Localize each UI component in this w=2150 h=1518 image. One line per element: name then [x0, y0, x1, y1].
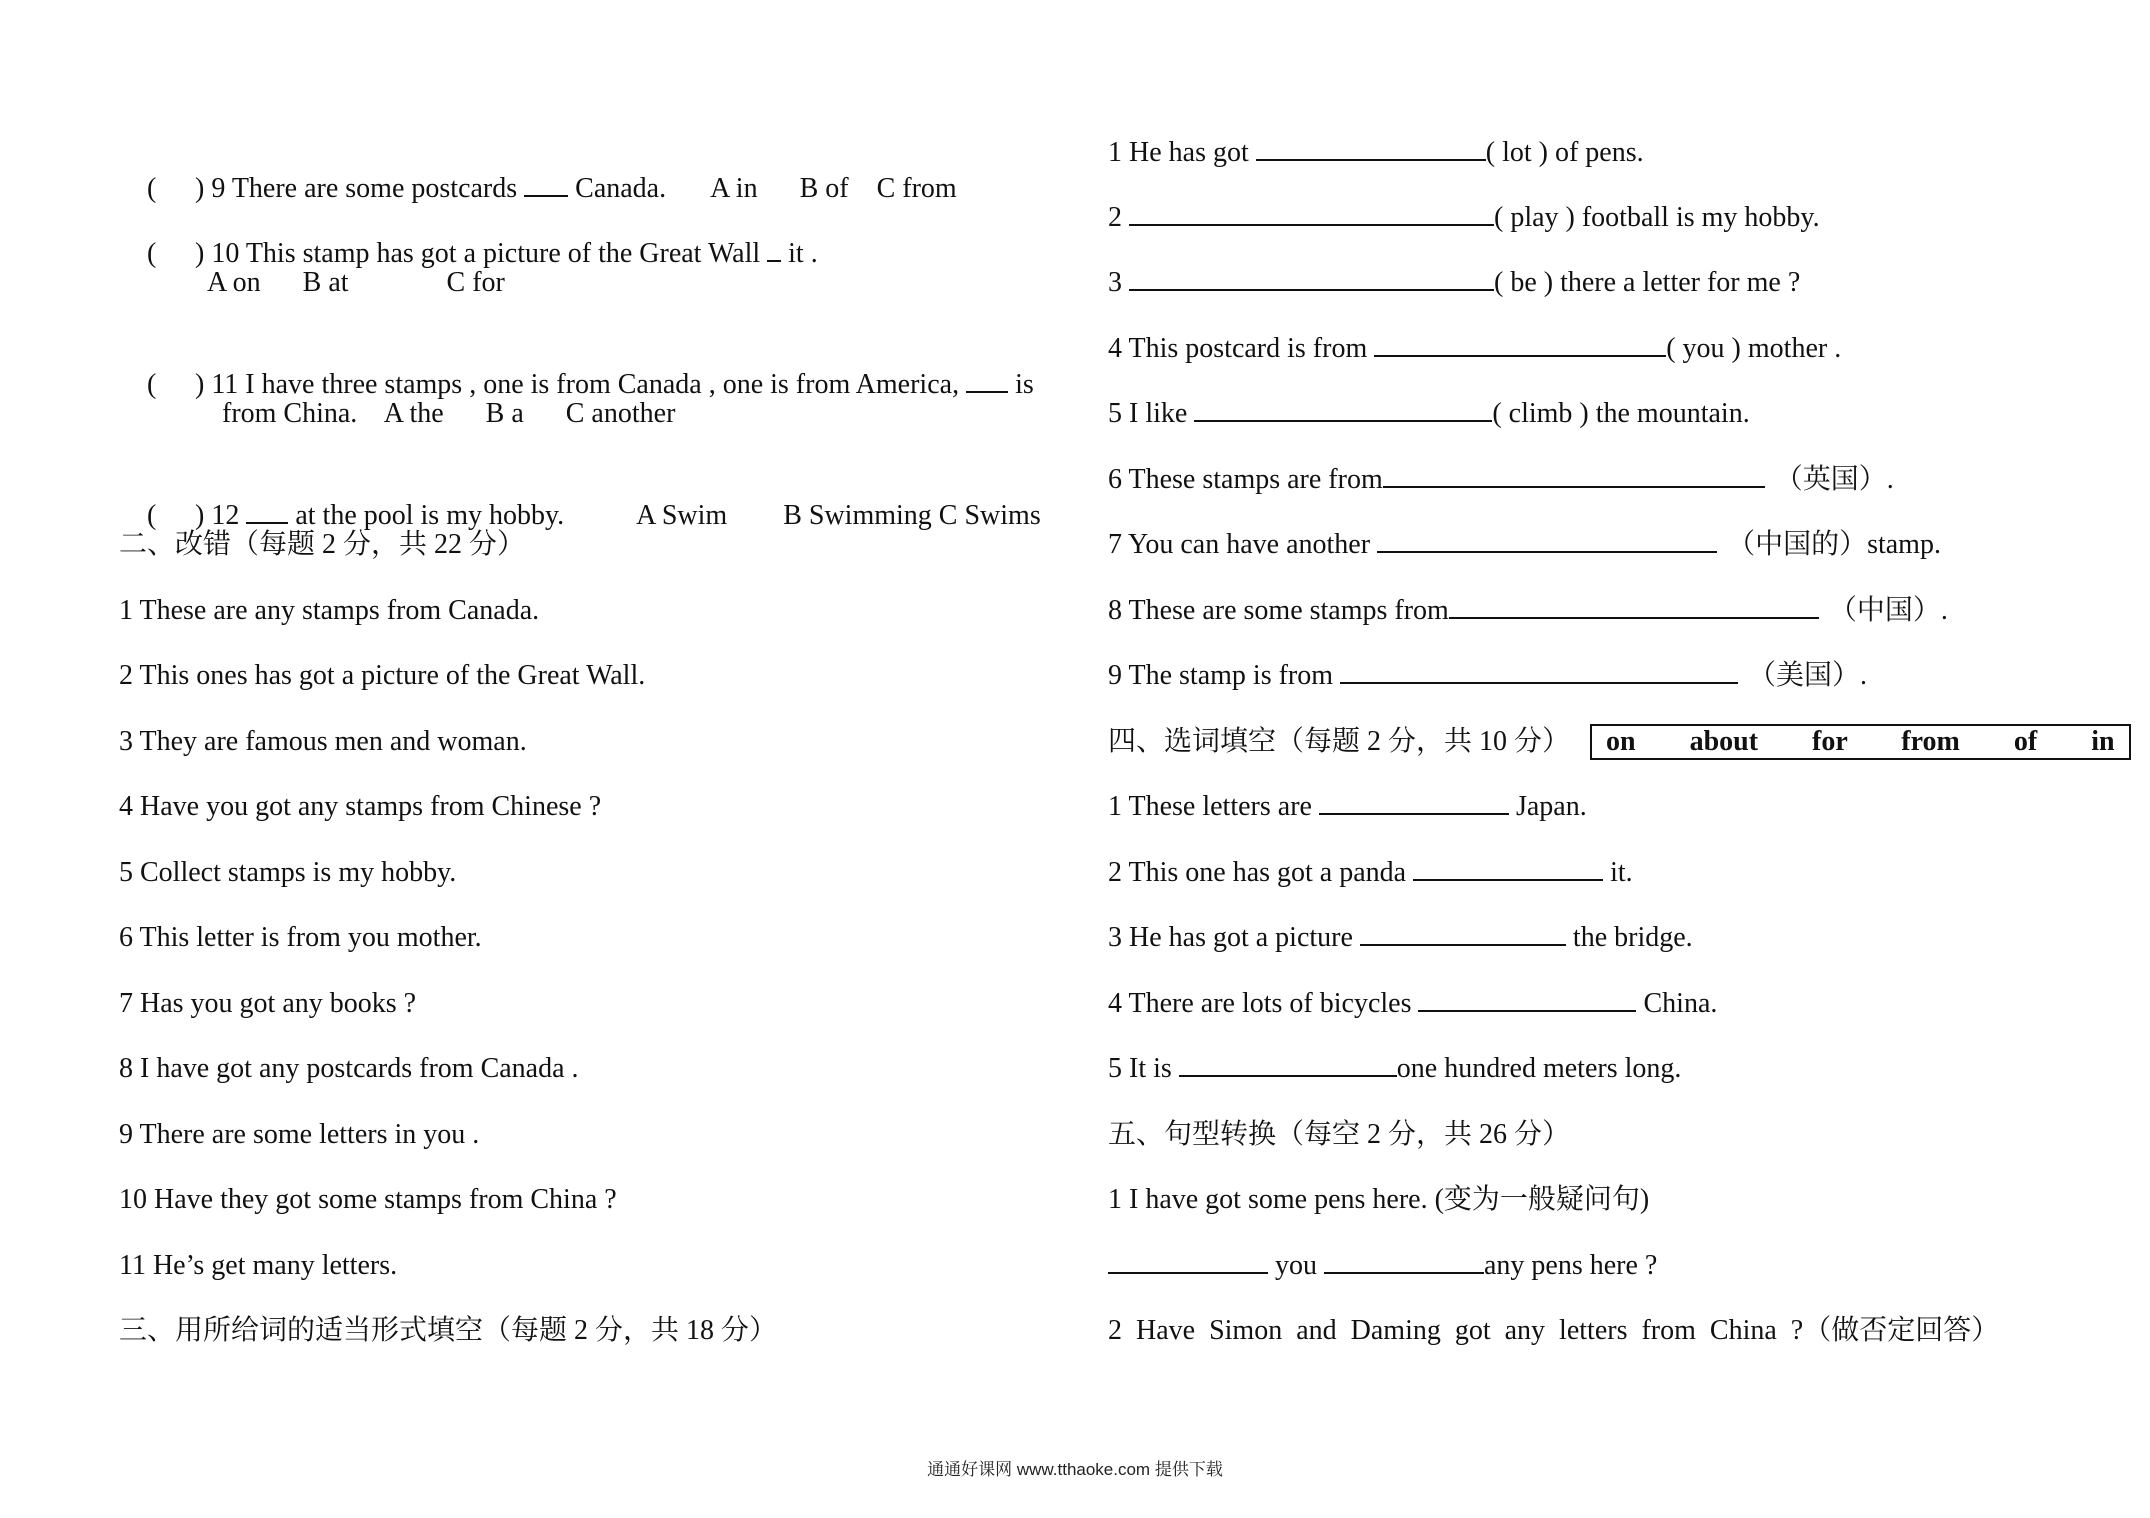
- answer-blank[interactable]: [1374, 333, 1666, 357]
- choose-text: 1 These letters are: [1108, 791, 1319, 822]
- question-text: 9 There are some postcards: [204, 173, 525, 204]
- transform-item-2: 2 Have Simon and Daming got any letters from China ?（做否定回答）: [1108, 1315, 2000, 1346]
- question-text: Canada.: [568, 173, 667, 204]
- answer-paren-open: (: [147, 173, 157, 204]
- answer-blank[interactable]: [1360, 922, 1566, 946]
- question-10-options: A on B at C for: [207, 267, 505, 298]
- fill-text: ( play ) football is my hobby.: [1494, 202, 1820, 233]
- fill-text: 7 You can have another: [1108, 529, 1378, 560]
- answer-blank[interactable]: [1108, 1250, 1268, 1274]
- choose-text: one hundred meters long.: [1396, 1053, 1682, 1084]
- fill-item-5: [1108, 396, 1750, 432]
- transform-item-1: 1 I have got some pens here. (变为一般疑问句): [1108, 1184, 1650, 1215]
- answer-paren-close: ): [195, 369, 205, 400]
- choose-item-3: [1108, 920, 1693, 956]
- transform-text: any pens here ?: [1484, 1250, 1658, 1281]
- section-4-header: [1108, 724, 2131, 760]
- answer-blank[interactable]: [1129, 202, 1494, 226]
- choose-item-5: [1108, 1051, 1681, 1087]
- section-3-title: 三、用所给词的适当形式填空（每题 2 分，共 18 分）: [119, 1315, 778, 1346]
- fill-text: 6 These stamps are from: [1108, 464, 1383, 495]
- correction-item: 5 Collect stamps is my hobby.: [119, 857, 457, 888]
- correction-item: 7 Has you got any books ?: [119, 988, 417, 1019]
- correction-item: 9 There are some letters in you .: [119, 1119, 480, 1150]
- answer-paren-close: ): [195, 238, 205, 269]
- correction-item: 11 He’s get many letters.: [119, 1250, 398, 1281]
- answer-paren-close: ): [195, 500, 205, 531]
- choose-text: Japan.: [1508, 791, 1587, 822]
- fill-text: 5 I like: [1108, 398, 1195, 429]
- fill-item-4: [1108, 331, 1841, 367]
- answer-blank[interactable]: [966, 369, 1008, 393]
- question-text: is: [1008, 369, 1034, 400]
- transform-item-1-answer: [1108, 1248, 1657, 1284]
- fill-text: ( lot ) of pens.: [1485, 137, 1644, 168]
- fill-text: 8 These are some stamps from: [1108, 595, 1449, 626]
- section-4-title: 四、选词填空（每题 2 分，共 10 分）: [1108, 726, 1571, 757]
- answer-paren-open: (: [147, 369, 157, 400]
- answer-blank[interactable]: [1194, 398, 1492, 422]
- answer-paren-open: (: [147, 500, 157, 531]
- answer-blank[interactable]: [246, 500, 288, 524]
- question-text: at the pool is my hobby.: [288, 500, 565, 531]
- fill-item-2: [1108, 200, 1820, 236]
- answer-blank[interactable]: [524, 173, 568, 197]
- fill-text: 1 He has got: [1108, 137, 1256, 168]
- fill-text: 9 The stamp is from: [1108, 660, 1341, 691]
- answer-blank[interactable]: [1449, 595, 1819, 619]
- answer-blank[interactable]: [1340, 660, 1738, 684]
- answer-blank[interactable]: [1377, 529, 1717, 553]
- fill-text: ( climb ) the mountain.: [1492, 398, 1750, 429]
- choose-item-4: [1108, 986, 1717, 1022]
- fill-text: 4 This postcard is from: [1108, 333, 1375, 364]
- fill-item-7: [1108, 527, 1941, 563]
- choose-text: China.: [1636, 988, 1718, 1019]
- correction-item: 8 I have got any postcards from Canada .: [119, 1053, 579, 1084]
- correction-item: 2 This ones has got a picture of the Great Wall.: [119, 660, 646, 691]
- answer-blank[interactable]: [1324, 1250, 1484, 1274]
- choose-text: 4 There are lots of bicycles: [1108, 988, 1419, 1019]
- question-text: 10 This stamp has got a picture of the Great Wall: [204, 238, 768, 269]
- answer-blank[interactable]: [1129, 267, 1494, 291]
- question-11-options: from China. A the B a C another: [222, 398, 676, 429]
- transform-text: you: [1268, 1250, 1324, 1281]
- choose-text: 2 This one has got a panda: [1108, 857, 1414, 888]
- question-text: 12: [204, 500, 247, 531]
- fill-text: （中国的）stamp.: [1727, 529, 1941, 560]
- section-2-title: 二、改错（每题 2 分，共 22 分）: [119, 529, 526, 560]
- fill-item-9: [1108, 658, 1867, 694]
- fill-item-3: [1108, 265, 1800, 301]
- section-5-title: 五、句型转换（每空 2 分，共 26 分）: [1108, 1119, 1571, 1150]
- options: A Swim B Swimming C Swims: [636, 500, 1041, 531]
- answer-paren-open: (: [147, 238, 157, 269]
- fill-text: （英国）.: [1774, 464, 1894, 495]
- choose-item-1: [1108, 789, 1587, 825]
- fill-item-1: [1108, 135, 1644, 171]
- fill-item-6: [1108, 462, 1894, 498]
- correction-item: 4 Have you got any stamps from Chinese ?: [119, 791, 602, 822]
- choose-item-2: [1108, 855, 1633, 891]
- answer-blank[interactable]: [1413, 857, 1603, 881]
- answer-blank[interactable]: [1418, 988, 1636, 1012]
- question-text: it .: [781, 238, 818, 269]
- answer-paren-close: ): [195, 173, 205, 204]
- fill-text: 2: [1108, 202, 1129, 233]
- fill-text: （中国）.: [1828, 595, 1948, 626]
- choose-text: the bridge.: [1565, 922, 1693, 953]
- answer-blank[interactable]: [1179, 1053, 1397, 1077]
- fill-text: 3: [1108, 267, 1129, 298]
- word-bank-box: on about for from of in: [1590, 724, 2131, 760]
- choose-text: 5 It is: [1108, 1053, 1179, 1084]
- correction-item: 3 They are famous men and woman.: [119, 726, 527, 757]
- choose-text: it.: [1603, 857, 1633, 888]
- fill-text: ( you ) mother .: [1666, 333, 1842, 364]
- answer-blank[interactable]: [1256, 137, 1486, 161]
- correction-item: 1 These are any stamps from Canada.: [119, 595, 540, 626]
- choose-text: 3 He has got a picture: [1108, 922, 1360, 953]
- fill-item-8: [1108, 593, 1948, 629]
- answer-blank[interactable]: [767, 238, 781, 262]
- answer-blank[interactable]: [1319, 791, 1509, 815]
- page-footer: 通通好课网 www.tthaoke.com 提供下载: [927, 1460, 1223, 1479]
- fill-text: （美国）.: [1748, 660, 1868, 691]
- options: A in B of C from: [710, 173, 957, 204]
- fill-text: ( be ) there a letter for me ?: [1494, 267, 1801, 298]
- question-text: 11 I have three stamps , one is from Canada , one is from America,: [204, 369, 967, 400]
- correction-item: 10 Have they got some stamps from China ?: [119, 1184, 617, 1215]
- answer-blank[interactable]: [1383, 464, 1765, 488]
- correction-item: 6 This letter is from you mother.: [119, 922, 482, 953]
